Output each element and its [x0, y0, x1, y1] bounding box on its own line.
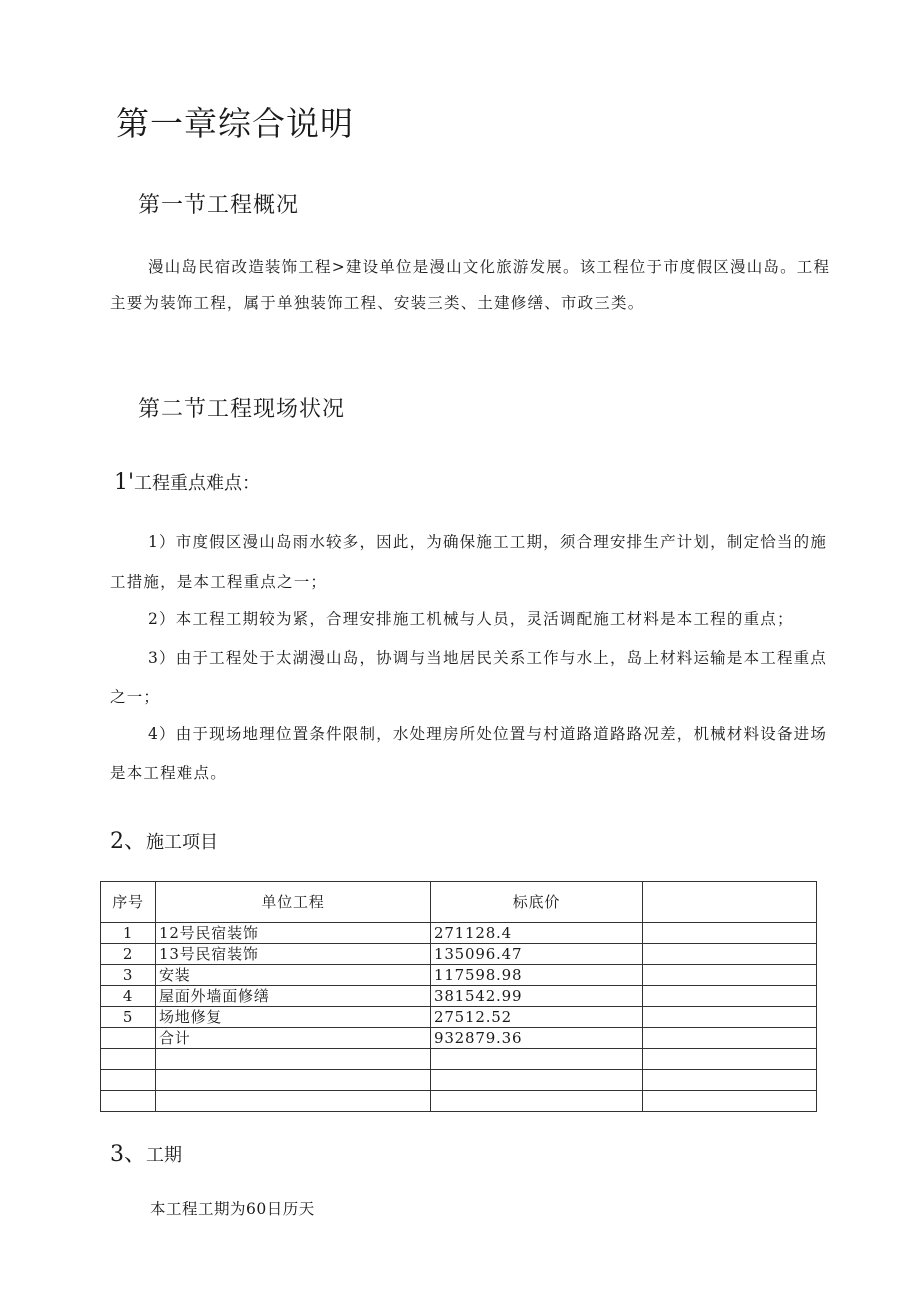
cell-price: [431, 1049, 643, 1070]
cell-extra: [643, 944, 817, 965]
header-unit: 单位工程: [156, 882, 431, 923]
difficulty-item-2-line1: 2）本工程工期较为紧，合理安排施工机械与人员，灵活调配施工材料是本工程的重点；: [148, 610, 794, 628]
cell-price: 117598.98: [431, 965, 643, 986]
cell-index: 5: [101, 1007, 156, 1028]
subheading-label: 工期: [146, 1145, 182, 1166]
table-row: [101, 923, 817, 944]
table-header-row: [101, 882, 817, 923]
subheading-label: 工程重点难点：: [134, 473, 261, 494]
duration-text: 本工程工期为60日历天: [150, 1200, 315, 1218]
cell-extra: [643, 1049, 817, 1070]
cell-index: 3: [101, 965, 156, 986]
difficulty-item-3-line2: 之一；: [110, 688, 161, 706]
cell-price: 271128.4: [431, 923, 643, 944]
cell-index: [101, 1091, 156, 1112]
cell-unit: 屋面外墙面修缮: [156, 986, 431, 1007]
overview-paragraph-line2: 主要为装饰工程，属于单独装饰工程、安装三类、土建修缮、市政三类。: [110, 294, 645, 312]
table-row-empty: [101, 1091, 817, 1112]
cell-unit: [156, 1070, 431, 1091]
cell-price: 932879.36: [431, 1028, 643, 1049]
difficulty-item-4-line1: 4）由于现场地理位置条件限制，水处理房所处位置与村道路道路路况差，机械材料设备进场: [148, 725, 828, 743]
cell-extra: [643, 923, 817, 944]
table-row-empty: [101, 1049, 817, 1070]
project-table: [100, 881, 817, 1112]
difficulty-item-3-line1: 3）由于工程处于太湖漫山岛，协调与当地居民关系工作与水上，岛上材料运输是本工程重点: [148, 649, 828, 667]
difficulty-item-1-line2: 工措施，是本工程重点之一；: [110, 573, 328, 591]
cell-extra: [643, 965, 817, 986]
subheading-number: 2、: [110, 829, 146, 854]
cell-unit: 12号民宿装饰: [156, 923, 431, 944]
chapter-title: 第一章综合说明: [116, 104, 354, 143]
cell-index: 1: [101, 923, 156, 944]
table-row: [101, 965, 817, 986]
cell-index: 2: [101, 944, 156, 965]
cell-price: 381542.99: [431, 986, 643, 1007]
cell-price: 135096.47: [431, 944, 643, 965]
cell-price: [431, 1070, 643, 1091]
table-row: [101, 1007, 817, 1028]
cell-unit: [156, 1049, 431, 1070]
cell-unit: 合计: [156, 1028, 431, 1049]
cell-extra: [643, 1091, 817, 1112]
difficulty-item-4-line2: 是本工程难点。: [110, 764, 227, 782]
subheading-projects: [110, 824, 218, 855]
overview-paragraph-line1: 漫山岛民宿改造装饰工程>建设单位是漫山文化旅游发展。该工程位于市度假区漫山岛。工程: [148, 258, 831, 276]
subheading-label: 施工项目: [146, 832, 218, 853]
cell-extra: [643, 1007, 817, 1028]
cell-extra: [643, 1070, 817, 1091]
subheading-number: 1': [114, 470, 135, 495]
cell-unit: 13号民宿装饰: [156, 944, 431, 965]
cell-extra: [643, 1028, 817, 1049]
table-row: [101, 986, 817, 1007]
cell-index: [101, 1049, 156, 1070]
difficulty-item-1-line1: 1）市度假区漫山岛雨水较多，因此，为确保施工工期，须合理安排生产计划，制定恰当的施: [148, 533, 828, 551]
cell-index: 4: [101, 986, 156, 1007]
table-row-total: [101, 1028, 817, 1049]
section-title-site: 第二节工程现场状况: [138, 397, 346, 422]
cell-extra: [643, 986, 817, 1007]
subheading-number: 3、: [110, 1142, 146, 1167]
subheading-duration: [110, 1137, 182, 1168]
header-index: 序号: [101, 882, 156, 923]
subheading-key-difficulties: [114, 469, 260, 495]
table-row: [101, 944, 817, 965]
cell-unit: [156, 1091, 431, 1112]
cell-index: [101, 1028, 156, 1049]
section-title-overview: 第一节工程概况: [138, 193, 300, 218]
cell-price: [431, 1091, 643, 1112]
cell-unit: 安装: [156, 965, 431, 986]
table-row-empty: [101, 1070, 817, 1091]
header-price: 标底价: [431, 882, 643, 923]
cell-index: [101, 1070, 156, 1091]
header-blank: [643, 882, 817, 923]
cell-unit: 场地修复: [156, 1007, 431, 1028]
cell-price: 27512.52: [431, 1007, 643, 1028]
